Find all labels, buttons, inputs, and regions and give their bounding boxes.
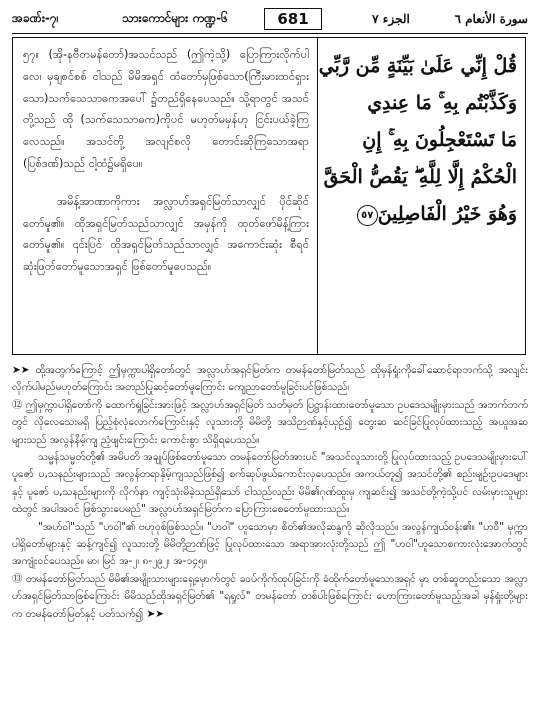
surah-label: سورة الأنعام ٦ [454, 12, 528, 26]
translation-column [23, 44, 309, 278]
column-divider [317, 38, 318, 354]
footnote: ➤➤ ထို့အတွက်ကြောင့် ဤမှက္ကာပါရှိတော်တွင် အလ္လာဟ်အရှင်မြတ်က တမန်တော်မြတ်သည် ထိုမှန်ရှုံးကိုခေါ်ဆောင်ရာဘက်သို့ အလျင်းလိုက်ပါမည်မဟုတ်ကြောင်း အတည်ပြုဆင့်တော်မူကြောင်း ကျေညာတော်မူခြင်းပင်ဖြစ်သည်၊ [12, 364, 528, 394]
page-number: 681 [264, 8, 322, 30]
arabic-line: الْحُكْمُ إِلَّا لِلَّهِ ۖ يَقُصُّ الْحَقَّ [323, 166, 517, 188]
footnotes [12, 362, 528, 623]
arabic-line: وَكَذَّبْتُم بِهِ ۚ مَا عِندِي [367, 92, 517, 114]
arabic-line-last [325, 196, 517, 233]
footnote: ⑫ ဤမှက္ကာပါရှိတော်ကို ထောက်ရှုခြင်းအားဖြင့် အလ္လာဟ်အရှင်မြတ် သတ်မှတ် ပြဋ္ဌာန်းထားတော်မူသော ဥပဒေသမျိုးမှားသည် အဘက်ဘက်တွင် လိုလေသေးမရှိ ပြည့်စုံလုံလောက်ကြောင်းနှင့် လူသားတို့ မိမိတို့ အသိဉာဏ်နှင့်ယှဉ်၍ တွေးဆ ဆင်ခြင်ပြုလုပ်ထားသည့် အယူအဆများသည် အလွန်နိမ့်ကျ ညံ့ဖျင်းကြောင်း ကောင်းစွာ သိရှိရပေသည်။ [12, 398, 528, 446]
verse-box [12, 37, 526, 355]
section-label: သားကောင်များ ကဏ္ဍ-၆ [122, 11, 228, 25]
arabic-line: قُلْ إِنِّي عَلَىٰ بَيِّنَةٍ مِّن رَّبِّي [318, 55, 517, 77]
header-divider [12, 33, 528, 34]
footnote: "အဟ်ဝါ"သည် "ဟဝါ"၏ ဗဟုဝုစ်ဖြစ်သည်။ "ဟဝါ" ဟူသောမှာ စိတ်၏အလိုဆန္ဒကို ဆိုလိုသည်။ အလွန်ကျယ်ဝန်း၏။ "ဟဝီ" မှက္ကာပါရှိတော်များနှင့် ဆန့်ကျင်၍ လူသားတို့ မိမိတို့ဉာဏ်ဖြင့် ပြုလုပ်ထားသော အရာအားလုံးတို့သည် ဤ "ဟဝါ"ဟူသောစကားလုံးအောက်တွင် အကျုံးဝင်ပေသည်။ မာ၊ မြင် အ-၂၊ ၈-၂၉၂၊ အ-၁၄၅။ [12, 520, 528, 568]
arabic-line: وَهُوَ خَيْرُ الْفَاصِلِينَ [377, 203, 517, 225]
page-header [12, 6, 528, 32]
arabic-text-column [318, 48, 517, 233]
arabic-line: مَا تَسْتَعْجِلُونَ بِهِ ۚ إِنِ [362, 129, 517, 151]
translation-paragraph: ၅၇။ (အို-နဗီတမန်တော်)အသင်သည် (ဤကဲ့သို့) ပြောကြားလိုက်ပါလေ၊ မှချစင်စစ် ငါသည် မိမိအရှင် ထံတော်မှဖြစ်သော(ကြီးမားထင်ရှားသော)သက်သေသာဓကအပေါ် ၌တည်ရှိနေပေသည်။ သို့ရာတွင် အသင်တို့သည် ထို (သက်သေသာဓက)ကိုပင် မဟုတ်မမှန်ဟု ငြင်းပယ်ခဲ့ကြလေသည်။ အသင်တို့ အလျင်စလို တောင်းဆိုကြသောအရာ (ပြစ်ဒဏ်)သည် ငါ့ထံ၌မရှိပေ။ [23, 48, 309, 170]
chapter-label: အခဏ်း-၇၊ [12, 11, 59, 25]
ayah-number-marker: ٥٧ [357, 205, 378, 226]
juz-label: الجزء ٧ [372, 12, 410, 26]
translation-paragraph: အမိန့်အာဏာကိုကား အလ္လာဟ်အရှင်မြတ်သာလျှင် ပိုင်ဆိုင်တော်မူ၏။ ထိုအရှင်မြတ်သည်သာလျှင် အမှန်ကို ထုတ်ဖော်မိန့်ကြားတော်မူ၏။ ၎င်းပြင် ထိုအရှင်မြတ်သည်သာလျှင် အကောင်းဆုံး စီရင်ဆုံးဖြတ်တော်မူသောအရှင် ဖြစ်တော်မူပေသည်။ [23, 194, 309, 274]
footnote: ⑬ တမန်တော်မြတ်သည် မိမိ၏အမျိုးသားများရှေ့မှောက်တွင် ခဝပ်ကိုက်ထုပ်ခြင်းကို ခံထိုက်တော်မူသောအရှင် မှာ တစ်ဆူတည်းသော အလ္လာဟ်အရှင်မြတ်သာဖြစ်ကြောင်း မိမိသည်ထိုအရှင်မြတ်၏ "ရရှုလ်" တမန်တော် တစ်ပါးဖြစ်ကြောင်း ဟောကြားတော်မူသည့်အခါ မှန်ရှုံးတို့များက တမန်တော်မြတ်နှင့် ပတ်သက်၍ ➤➤ [12, 572, 528, 620]
footnote: သမ္မန်သမ္မတ်တို့၏ အမိပတိ အချုပ်ဖြစ်တော်မူသော တမန်တော်မြတ်အားပင် "အသင်လူသားတို့ ပြုလုပ်ထားသည့် ဥပဒေသမျိုးမှားပေါ် ပူဇော် ပ,သနည်းများသည် အလွန်တရာနှိမ့်ကျသည်ဖြစ်၍ စက်ဆုပ်ဖွယ်ကောင်းလှပေသည်။ အကယ်တူ၍ အသင်တို့၏ စည်းမျဉ်းဥပဒေများနှင့် ပူဇော် ပ,သနည်းများကို လိုက်နာ ကျင့်သုံးမိခဲ့သည်ရှိသော် ငါသည်လည်း မိမိ၏ဂုဏ်ထူးမှ ကျဆင်း၍ အသင်တို့ကဲ့သို့ပင် လမ်းမှားသူများထဲတွင် အပါအဝင် ဖြစ်သွားပေမည်" အလ္လာဟ်အရှင်မြတ်က ပြောကြားစေတော်မူထားသည်။ [12, 451, 528, 516]
